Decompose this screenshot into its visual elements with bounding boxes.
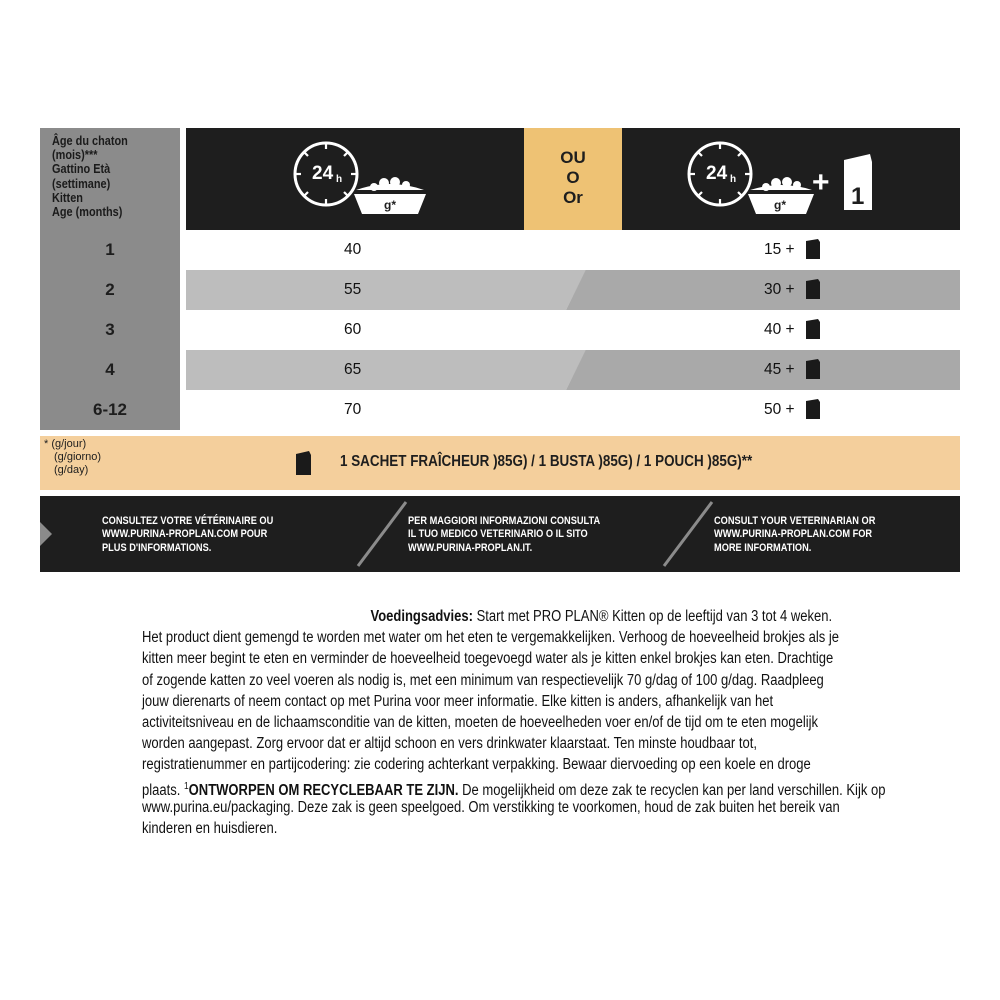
footer-en: CONSULT YOUR VETERINARIAN OR WWW.PURINA-PROPLAN.COM FOR MORE INFORMATION. xyxy=(714,515,876,554)
row-stripe-2-right xyxy=(566,270,960,310)
advice-line: of zogende katten zo veel voeren als nodig is, met een minimum van respectievelijk 70 g/dag of 100 g/dag. Raadpleeg xyxy=(142,671,824,689)
age-6-12: 6-12 xyxy=(92,400,128,419)
age-2: 2 xyxy=(105,280,115,299)
row-stripe-4-right xyxy=(566,350,960,390)
mixed-value: 45 + xyxy=(764,361,795,378)
advice-line9-end: De mogelijkheid om deze zak te recyclen kan per land verschillen. Kijk op xyxy=(462,781,886,799)
advice-line9-start: plaats. xyxy=(142,781,181,799)
clock-bowl-pouch-icon xyxy=(684,138,884,222)
icon-g-mixed: g* xyxy=(774,198,786,212)
clock-bowl-icon xyxy=(290,138,440,222)
age-1: 1 xyxy=(105,240,115,259)
dry-value: 55 xyxy=(344,281,362,298)
dry-value: 70 xyxy=(344,401,362,418)
mixed-value: 15 + xyxy=(764,241,795,258)
advice-line: kitten meer begint te eten en verminder de hoeveelheid toegevoegd water als je kitten enkel brokjes kan eten. Drachtige xyxy=(142,650,834,668)
icon-24: 24 xyxy=(312,163,334,184)
dry-value: 40 xyxy=(344,241,362,258)
mixed-value: 50 + xyxy=(764,401,795,418)
age-header: Âge du chaton (mois)*** Gattino Età (settimane) Kitten Age (months) xyxy=(52,133,128,220)
pouch-count: 1 xyxy=(851,183,865,210)
advice-footnote-mark: 1 xyxy=(183,780,189,792)
pouch-icon xyxy=(804,318,822,340)
footer-it: PER MAGGIORI INFORMAZIONI CONSULTA IL TUO MEDICO VETERINARIO O IL SITO WWW.PURINA-PROPLAN.IT. xyxy=(408,515,601,554)
row-stripe-2-left xyxy=(186,270,586,310)
row-stripe-4-left xyxy=(186,350,586,390)
or-label: OU O Or xyxy=(560,148,586,207)
units-note: * (g/jour) (g/giorno) (g/day) xyxy=(44,438,102,476)
pouch-size-note: 1 SACHET FRAÎCHEUR )85G) / 1 BUSTA )85G) / 1 POUCH )85G)** xyxy=(340,453,753,470)
advice-recyclable: ONTWORPEN OM RECYCLEBAAR TE ZIJN. xyxy=(188,781,459,799)
icon-h-mixed: h xyxy=(730,174,737,185)
dry-value: 60 xyxy=(344,321,362,338)
icon-g: g* xyxy=(384,198,396,212)
dry-value: 65 xyxy=(344,361,362,378)
pouch-icon xyxy=(804,238,822,260)
advice-line: registratienummer en partijcodering: zie codering achterkant verpakking. Bewaar diervoeding op een koele en droge xyxy=(142,756,811,774)
pouch-icon xyxy=(804,398,822,420)
pouch-icon xyxy=(804,358,822,380)
advice-line: www.purina.eu/packaging. Deze zak is geen speelgoed. Om verstikking te voorkomen, houd de zak buiten het bereik van xyxy=(142,798,840,816)
feeding-advice xyxy=(142,606,886,839)
mixed-value: 30 + xyxy=(764,281,795,298)
age-4: 4 xyxy=(105,360,115,379)
advice-line: activiteitsniveau en de lichaamsconditie van de kitten, moeten de hoeveelheden voer en/of de tijd om te eten mogelijk xyxy=(142,713,819,731)
pouch-icon xyxy=(804,278,822,300)
icon-24-mixed: 24 xyxy=(706,163,728,184)
advice-heading: Voedingsadvies: xyxy=(370,608,473,625)
advice-line: kinderen en huisdieren. xyxy=(142,819,278,837)
icon-h: h xyxy=(336,174,343,185)
advice-line: jouw dierenarts of neem contact op met Purina voor meer informatie. Elke kitten is anders, afhankelijk van het xyxy=(142,692,774,710)
mixed-value: 40 + xyxy=(764,321,795,338)
pouch-icon xyxy=(294,450,314,476)
plus-icon: + xyxy=(812,166,830,199)
advice-line: Het product dient gemengd te worden met water om het eten te vergemakkelijken. Verhoog de hoeveelheid brokjes als je xyxy=(142,629,839,647)
age-3: 3 xyxy=(105,320,115,339)
footer-fr: CONSULTEZ VOTRE VÉTÉRINAIRE OU WWW.PURINA-PROPLAN.COM POUR PLUS D'INFORMATIONS. xyxy=(102,515,274,554)
advice-line: worden aangepast. Zorg ervoor dat er altijd schoon en vers drinkwater klaarstaat. Ten minste houdbaar tot, xyxy=(142,735,757,753)
advice-first-line: Start met PRO PLAN® Kitten op de leeftijd van 3 tot 4 weken. xyxy=(476,608,833,625)
